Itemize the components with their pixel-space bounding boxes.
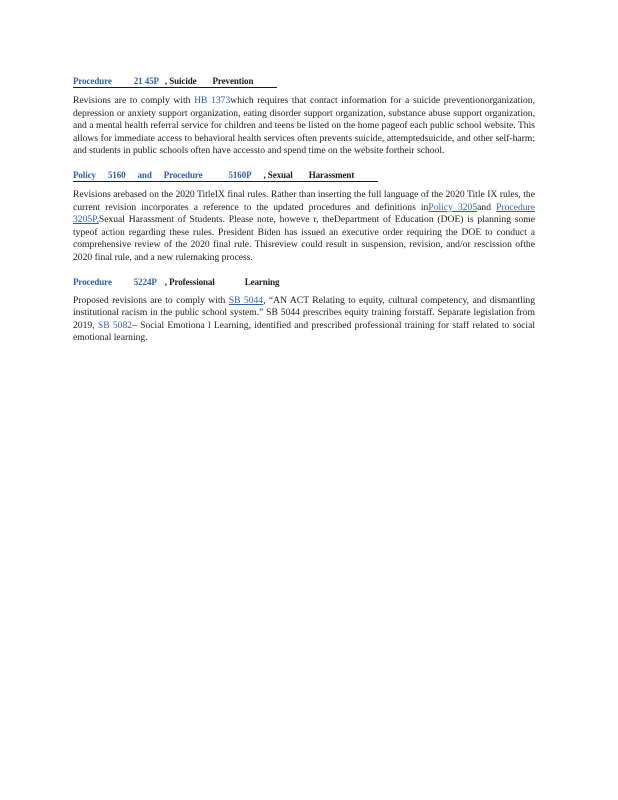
section-paragraph: [73, 295, 535, 345]
section-heading: [73, 170, 378, 182]
heading-title: , Suicide: [164, 76, 197, 86]
paragraph-text: Revisions arebased on the 2020 TitleIX final rules. Rather than inserting the full language of the 2020 Title IX rules, the current revision incorporates a reference to the updated procedures and definitions in: [73, 188, 535, 213]
section-professional-learning: [73, 272, 535, 345]
heading-title-end: Learning: [244, 276, 280, 287]
procedure-link[interactable]: Procedure: [73, 76, 112, 86]
paragraph-text: Proposed revisions are to comply with: [73, 294, 229, 306]
section-heading: [73, 76, 277, 88]
paragraph-text: Sexual Harassment of Students. Please note, howeve r, theDepartment of Education (DOE) is planning some typeof action regarding these rules. President Biden has issued an executive order requiring the DOE to conduct a comprehensive review of the 2020 final rule. Thisreview could result in suspension, revision, and/or rescission ofthe 2020 final rule, and a new rulemaking process.: [73, 214, 535, 263]
sb-5044-link[interactable]: SB 5044: [228, 294, 264, 306]
document-body: [73, 71, 535, 352]
heading-title: , Professional: [164, 276, 215, 287]
procedure-number-link[interactable]: 5224P: [133, 276, 157, 287]
paragraph-text: – Social Emotiona l Learning, identified and prescribed professional training for staff related to social emotional learning.: [73, 319, 536, 344]
procedure-3205p-link[interactable]: Procedure 3205P,: [73, 201, 535, 226]
paragraph-text: , “AN ACT Relating to equity, cultural competency, and dismantling institutional racism in the public school system.” SB 5044 prescribes equity training forstaff. Separate legislation from 2019,: [73, 294, 535, 331]
hb-1373-link[interactable]: HB 1373: [194, 95, 231, 106]
section-heading: [73, 277, 279, 288]
paragraph-text: Revisions are to comply with: [73, 95, 195, 106]
procedure-link[interactable]: Procedure: [163, 169, 203, 180]
paragraph-text: which requires that contact information for a suicide preventionorganization, depression or anxiety support organization, eating disorder support organization, substance abuse support organization, and a mental health referral service for children and teens be listed on the home pageof each public school website. This allows for immediate access to behavioral health services often prevents suicide, attemptedsuicide, and other self-harm; and students in public schools often have accessto and spend time on the website fortheir school.: [73, 95, 535, 157]
procedure-number-link[interactable]: 5160P: [228, 169, 252, 180]
section-paragraph: [73, 95, 535, 158]
section-paragraph: [73, 189, 535, 265]
procedure-number-link[interactable]: 21 45P: [133, 76, 159, 86]
policy-link[interactable]: Policy: [73, 169, 96, 180]
paragraph-text: and: [477, 201, 497, 213]
section-sexual-harassment: [73, 165, 535, 265]
heading-title-end: Prevention: [212, 76, 254, 86]
and-link[interactable]: and: [137, 169, 152, 180]
sb-5082-link[interactable]: SB 5082: [97, 319, 133, 331]
heading-title: , Sexual: [263, 169, 293, 180]
procedure-link[interactable]: Procedure: [73, 276, 112, 287]
policy-number-link[interactable]: 5160: [107, 169, 126, 180]
section-suicide-prevention: [73, 71, 535, 158]
policy-3205-link[interactable]: Policy 3205: [428, 201, 478, 213]
heading-title-end: Harassment: [308, 169, 355, 180]
